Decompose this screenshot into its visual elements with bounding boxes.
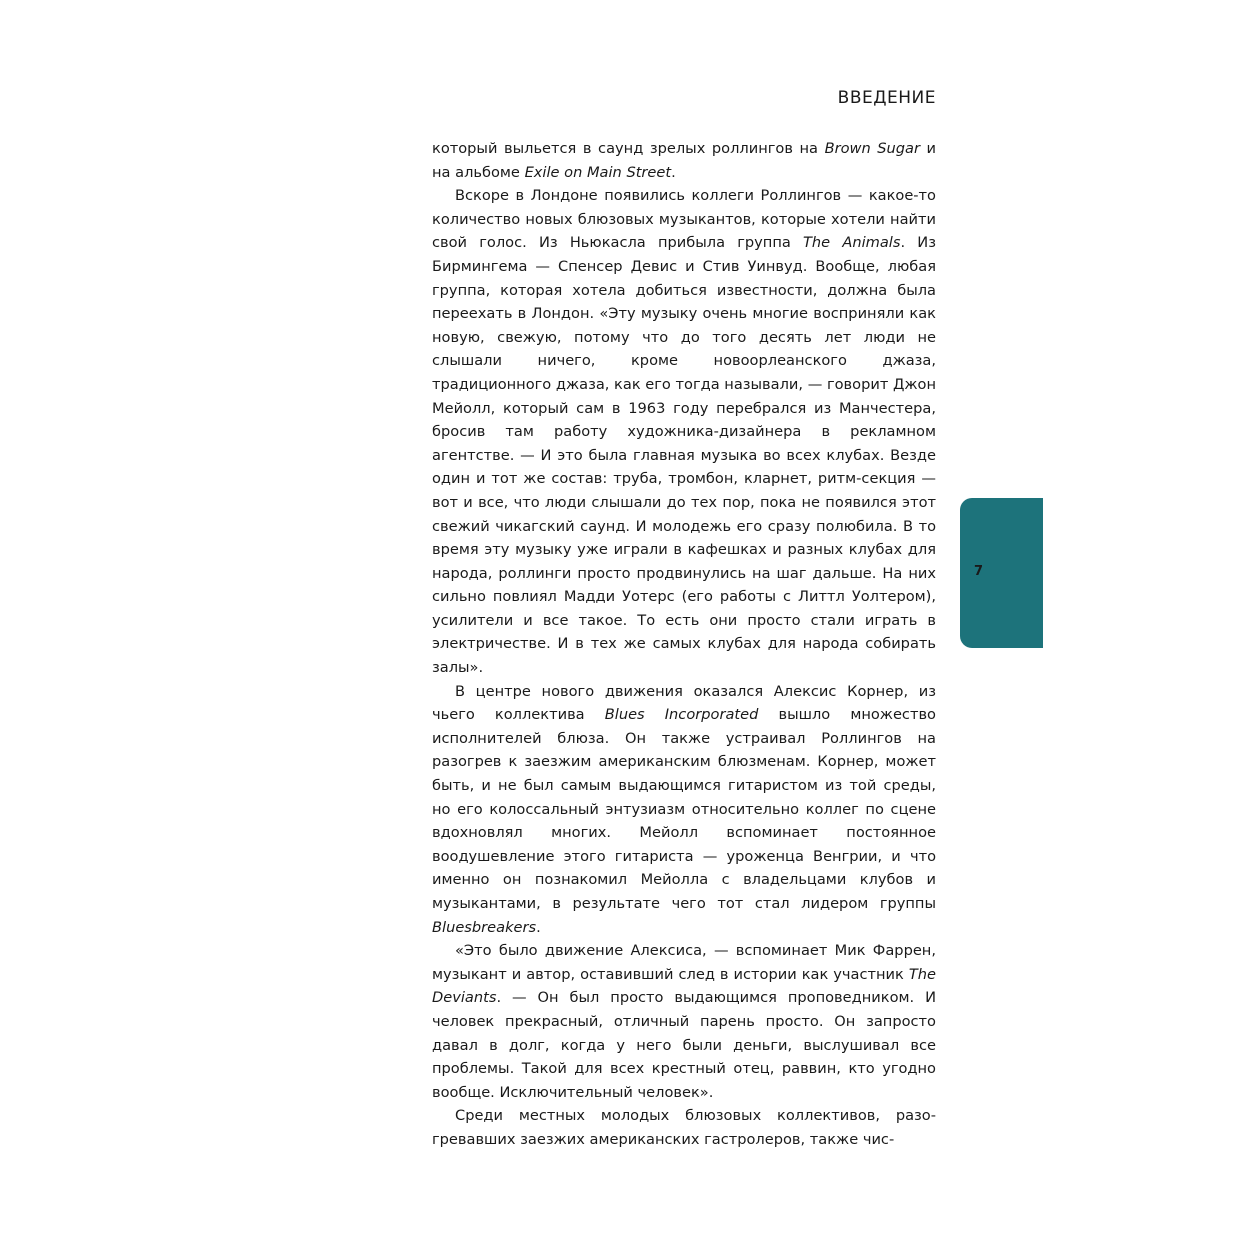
page-number: 7 <box>974 564 984 579</box>
paragraph-5 <box>432 1104 936 1151</box>
paragraph-3-text-c: . <box>536 918 541 936</box>
paragraph-4 <box>432 939 936 1104</box>
band-name-deviants: The Deviants <box>432 965 936 1007</box>
album-title-brown-sugar: Brown Sugar <box>824 140 920 157</box>
paragraph-1-text-c: . <box>671 163 676 181</box>
body-text <box>432 137 936 1152</box>
paragraph-2 <box>432 184 936 679</box>
paragraph-3 <box>432 680 936 940</box>
paragraph-4-text-a: «Это было движение Алексиса, — вспоминает Мик Фаррен, музыкант и автор, оставивший след в истории как участник <box>432 942 936 983</box>
band-name-blues-incorporated: Blues Incorporated <box>604 706 759 724</box>
running-head: ВВЕДЕНИЕ <box>837 88 936 108</box>
paragraph-1-text-b: и на альбоме <box>432 140 937 181</box>
paragraph-3-text-a: В центре нового движения оказался Алексис Корнер, из чьего коллектива <box>432 682 936 724</box>
page-tab <box>960 498 1043 648</box>
paragraph-2-text-b: . Из Бирмингема — Спенсер Девис и Стив Уинвуд. Вообще, любая группа, которая хотела добиться известности, должна была переехать в Лондон. «Эту музыку очень многие восприняли как новую, свежую, потому что до того десять лет люди не слышали ничего, кроме новоорлеанского джаза, традиционного джаза, как его тогда называли, — говорит Джон Мейолл, который сам в 1963 году перебрался из Манчестера, бросив там работу художника-дизайнера в рекламном агентстве. — И это была главная музыка во всех клубах. Везде один и тот же состав: труба, тромбон, кларнет, ритм-секция — вот и все, что люди слышали до тех пор, пока не появился этот свежий чикагский саунд. И молодежь его сразу полюбила. В то время эту музыку уже играли в кафешках и разных клубах для народа, роллинги просто продвинулись на шаг дальше. На них сильно повлиял Мадди Уотерс (его работы с Литтл Уолтером), усилители и все такое. То есть они просто стали играть в электричестве. И в тех же самых клубах для народа собирать залы». <box>432 234 936 677</box>
paragraph-1-text-a: который выльется в саунд зрелых роллингов на <box>432 140 825 157</box>
album-title-exile: Exile on Main Street <box>524 163 672 181</box>
paragraph-3-text-b: вышло множество исполнителей блюза. Он также устраивал Роллингов на разогрев к заезжим американским блюзменам. Корнер, может быть, и не был самым выдающимся гитаристом из той среды, но его колоссальный энтузиазм относительно коллег по сцене вдохновлял многих. Мейолл вспоминает постоянное воодушевление этого гитариста — уроженца Венгрии, и что именно он познакомил Мейолла с владельцами клубов и музыкантами, в результате чего тот стал лидером группы <box>432 706 936 912</box>
paragraph-2-text-a: Вскоре в Лондоне появились коллеги Роллингов — какое-то количество новых блюзовых музыкантов, которые хотели найти свой голос. Из Ньюкасла прибыла группа <box>432 187 936 252</box>
band-name-animals: The Animals <box>803 234 901 252</box>
band-name-bluesbreakers: Bluesbreakers <box>432 918 537 936</box>
paragraph-1 <box>432 137 936 184</box>
paragraph-4-text-b: . — Он был просто выдающимся проповедником. И человек прекрасный, отличный парень просто. Он запросто давал в долг, когда у него были деньги, выслушивал все проблемы. Такой для всех крестный отец, раввин, кто угодно вообще. Исключительный человек». <box>432 989 936 1101</box>
paragraph-5-text-a: Среди местных молодых блюзовых коллективов, разогревавших заезжих американских гастролеров, также чис- <box>432 1107 936 1148</box>
